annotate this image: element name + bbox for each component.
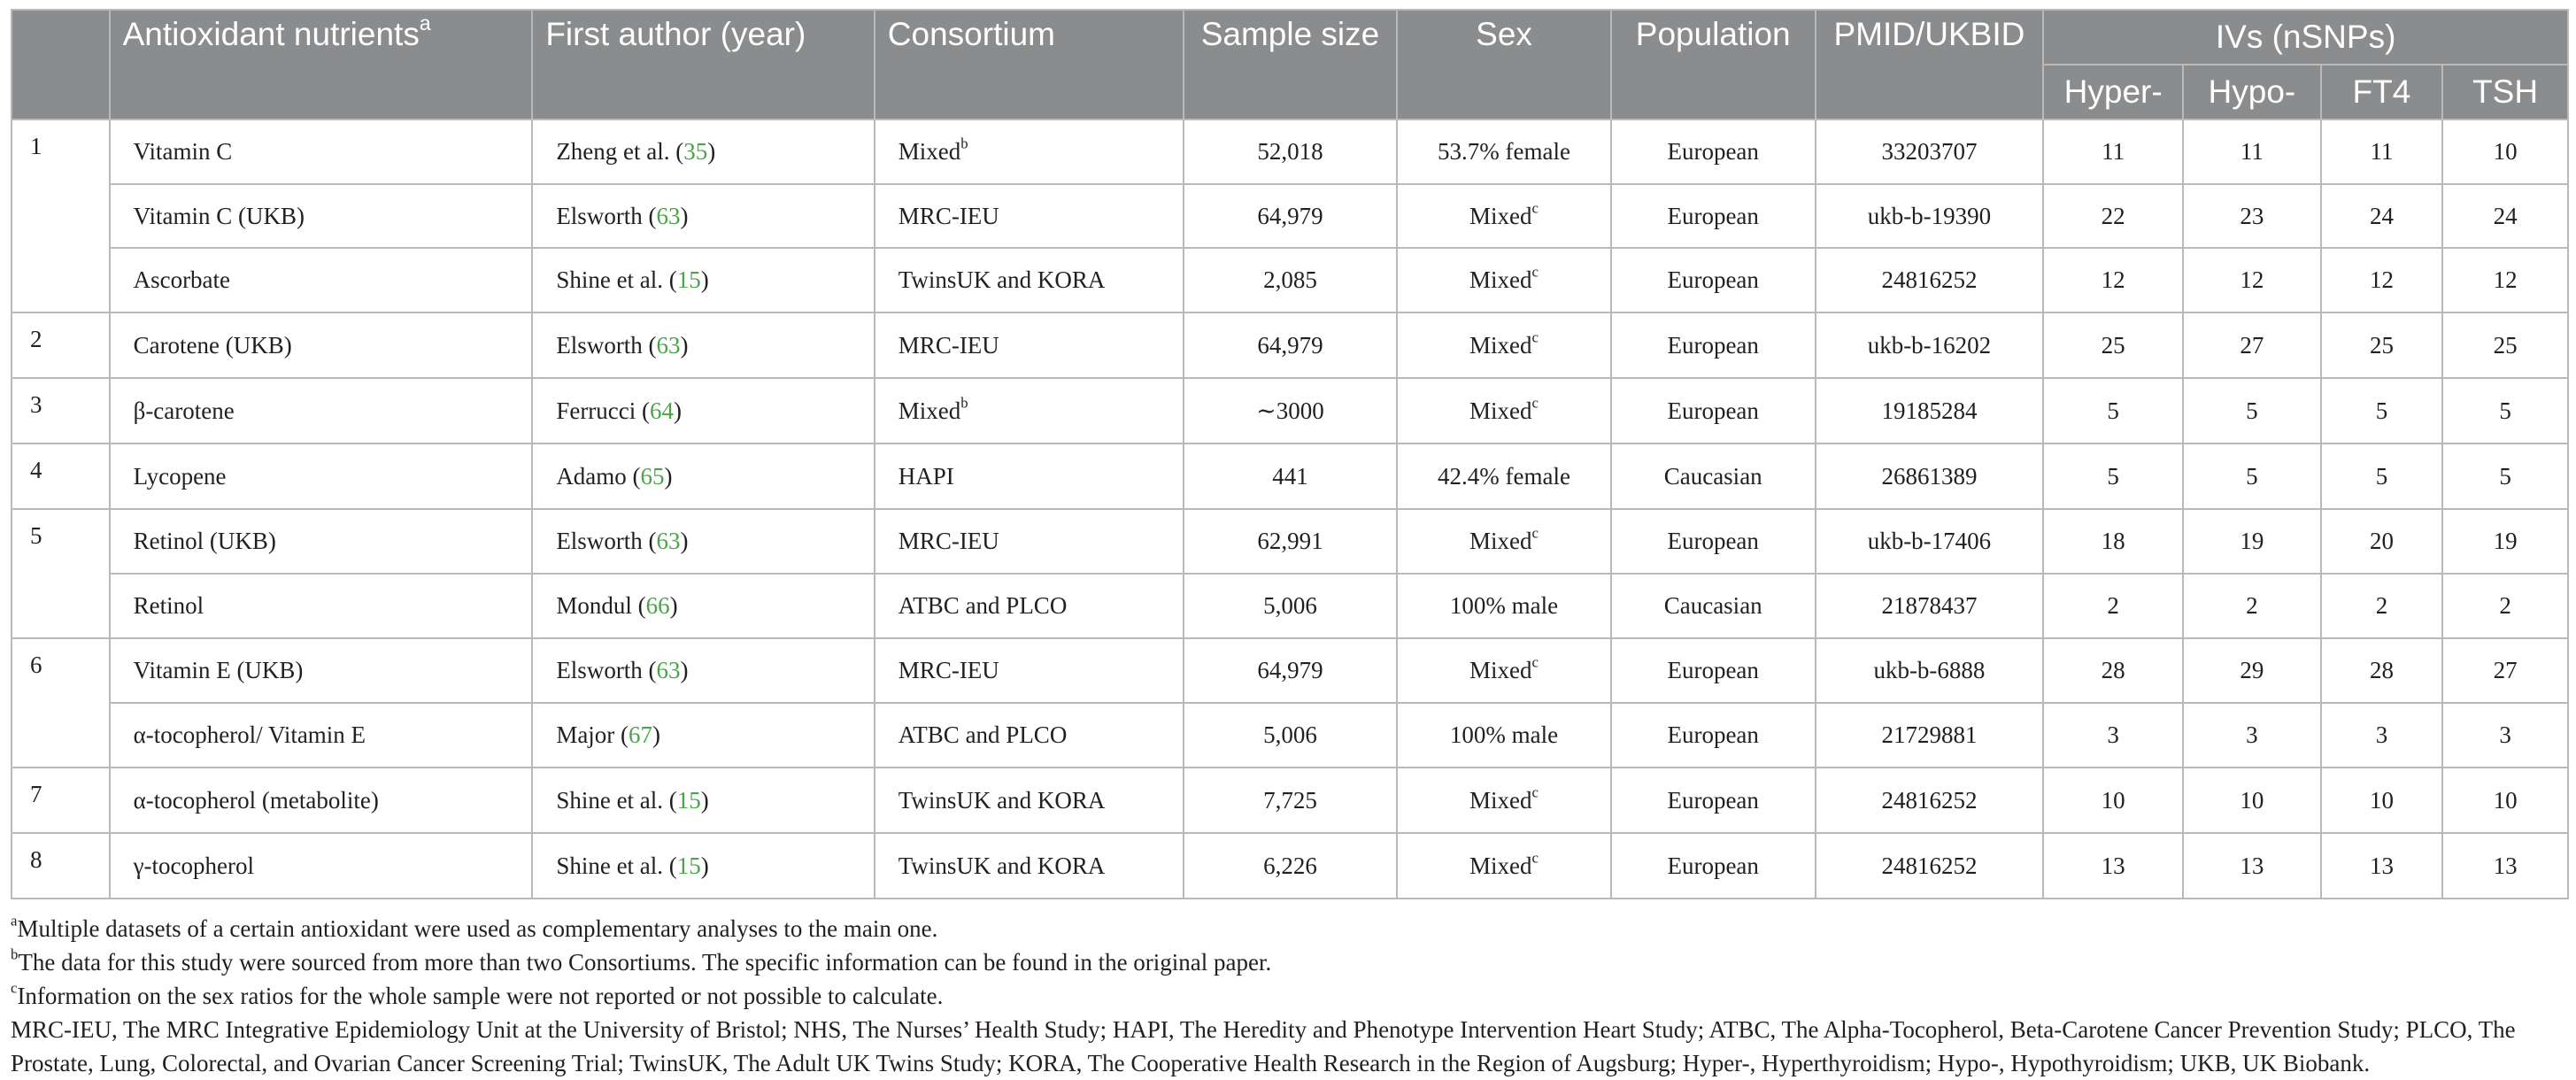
hyper-cell: 5 xyxy=(2043,444,2183,509)
pmid-cell: 33203707 xyxy=(1816,120,2044,184)
author-cell: Elsworth (63) xyxy=(532,509,874,574)
consortium-cell: MRC-IEU xyxy=(875,184,1184,248)
table-row xyxy=(12,574,2568,638)
antioxidant-table xyxy=(11,9,2569,899)
tsh-cell: 10 xyxy=(2442,768,2568,833)
table-row xyxy=(12,312,2568,378)
group-number-cell: 3 xyxy=(12,378,110,444)
header-hyper: Hyper- xyxy=(2043,65,2183,120)
hyper-cell: 2 xyxy=(2043,574,2183,638)
ft4-cell: 20 xyxy=(2321,509,2442,574)
header-ft4: FT4 xyxy=(2321,65,2442,120)
reference-link[interactable]: 63 xyxy=(656,528,681,554)
hyper-cell: 10 xyxy=(2043,768,2183,833)
tsh-cell: 3 xyxy=(2442,703,2568,768)
footnote-c: $^c$Information on the sex ratios for the whole sample were not reported or not possible to calculate. xyxy=(11,979,944,1009)
sex-cell: Mixed$^c$ xyxy=(1397,768,1611,833)
consortium-cell: TwinsUK and KORA xyxy=(875,833,1184,899)
group-number-cell: 8 xyxy=(12,833,110,899)
tsh-cell: 10 xyxy=(2442,120,2568,184)
group-number-cell: 4 xyxy=(12,444,110,509)
sex-cell: Mixed$^c$ xyxy=(1397,638,1611,703)
ft4-cell: 13 xyxy=(2321,833,2442,899)
ft4-cell: 28 xyxy=(2321,638,2442,703)
pmid-cell: 21878437 xyxy=(1816,574,2044,638)
population-cell: European xyxy=(1611,312,1816,378)
sex-cell: Mixed$^c$ xyxy=(1397,833,1611,899)
population-cell: European xyxy=(1611,248,1816,312)
group-number-cell: 7 xyxy=(12,768,110,833)
pmid-cell: ukb-b-16202 xyxy=(1816,312,2044,378)
hypo-cell: 5 xyxy=(2183,444,2321,509)
sex-cell: Mixed$^c$ xyxy=(1397,509,1611,574)
ft4-cell: 5 xyxy=(2321,378,2442,444)
footnote-a: $^a$Multiple datasets of a certain antioxidant were used as complementary analyses to the main one. xyxy=(11,912,938,942)
header-sample-size: Sample size xyxy=(1184,10,1398,120)
header-tsh: TSH xyxy=(2442,65,2568,120)
consortium-cell: ATBC and PLCO xyxy=(875,703,1184,768)
nutrient-cell: Ascorbate xyxy=(110,248,533,312)
group-number-cell xyxy=(12,248,110,312)
hypo-cell: 3 xyxy=(2183,703,2321,768)
sex-cell: 42.4% female xyxy=(1397,444,1611,509)
table-row xyxy=(12,703,2568,768)
hyper-cell: 12 xyxy=(2043,248,2183,312)
hypo-cell: 10 xyxy=(2183,768,2321,833)
nutrient-cell: Lycopene xyxy=(110,444,533,509)
hyper-cell: 5 xyxy=(2043,378,2183,444)
pmid-cell: 24816252 xyxy=(1816,768,2044,833)
footnote-b: $^b$The data for this study were sourced from more than two Consortiums. The specific information can be found in the original paper. xyxy=(11,945,1272,976)
sex-cell: Mixed$^c$ xyxy=(1397,312,1611,378)
header-hypo: Hypo- xyxy=(2183,65,2321,120)
tsh-cell: 5 xyxy=(2442,378,2568,444)
consortium-cell: ATBC and PLCO xyxy=(875,574,1184,638)
hypo-cell: 12 xyxy=(2183,248,2321,312)
sex-cell: 53.7% female xyxy=(1397,120,1611,184)
consortium-cell: HAPI xyxy=(875,444,1184,509)
ft4-cell: 11 xyxy=(2321,120,2442,184)
population-cell: Caucasian xyxy=(1611,444,1816,509)
hypo-cell: 29 xyxy=(2183,638,2321,703)
hypo-cell: 23 xyxy=(2183,184,2321,248)
nutrient-cell: γ-tocopherol xyxy=(110,833,533,899)
consortium-cell: Mixed$^b$ xyxy=(875,378,1184,444)
author-cell: Adamo (65) xyxy=(532,444,874,509)
table-row xyxy=(12,768,2568,833)
ft4-cell: 12 xyxy=(2321,248,2442,312)
consortium-cell: MRC-IEU xyxy=(875,509,1184,574)
sample-size-cell: 64,979 xyxy=(1184,638,1398,703)
group-number-cell: 2 xyxy=(12,312,110,378)
sample-size-cell: 64,979 xyxy=(1184,184,1398,248)
reference-link[interactable]: 66 xyxy=(645,592,670,619)
sex-cell: 100% male xyxy=(1397,574,1611,638)
tsh-cell: 12 xyxy=(2442,248,2568,312)
header-index xyxy=(12,10,110,120)
table-row xyxy=(12,378,2568,444)
sample-size-cell: 5,006 xyxy=(1184,703,1398,768)
nutrient-cell: β-carotene xyxy=(110,378,533,444)
author-cell: Ferrucci (64) xyxy=(532,378,874,444)
reference-link[interactable]: 63 xyxy=(656,657,681,683)
pmid-cell: ukb-b-19390 xyxy=(1816,184,2044,248)
pmid-cell: 24816252 xyxy=(1816,833,2044,899)
header-ivs: IVs (nSNPs) xyxy=(2043,10,2568,65)
nutrient-cell: Vitamin E (UKB) xyxy=(110,638,533,703)
consortium-cell: TwinsUK and KORA xyxy=(875,248,1184,312)
group-number-cell xyxy=(12,574,110,638)
group-number-cell: 6 xyxy=(12,638,110,703)
ft4-cell: 5 xyxy=(2321,444,2442,509)
ft4-cell: 2 xyxy=(2321,574,2442,638)
header-nutrient: Antioxidant nutrients$^a$ xyxy=(110,10,533,120)
reference-link[interactable]: 65 xyxy=(640,462,665,490)
hypo-cell: 27 xyxy=(2183,312,2321,378)
population-cell: European xyxy=(1611,120,1816,184)
reference-link[interactable]: 63 xyxy=(656,202,681,229)
reference-link[interactable]: 15 xyxy=(676,786,701,814)
sample-size-cell: 52,018 xyxy=(1184,120,1398,184)
reference-link[interactable]: 67 xyxy=(629,721,653,748)
consortium-cell: MRC-IEU xyxy=(875,638,1184,703)
author-cell: Major (67) xyxy=(532,703,874,768)
reference-link[interactable]: 64 xyxy=(650,397,675,424)
table-row xyxy=(12,248,2568,312)
tsh-cell: 24 xyxy=(2442,184,2568,248)
header-pmid: PMID/UKBID xyxy=(1816,10,2044,120)
header-row xyxy=(12,10,2568,65)
population-cell: European xyxy=(1611,184,1816,248)
population-cell: European xyxy=(1611,768,1816,833)
consortium-cell: Mixed$^b$ xyxy=(875,120,1184,184)
author-cell: Shine et al. (15) xyxy=(532,768,874,833)
pmid-cell: 19185284 xyxy=(1816,378,2044,444)
footnotes xyxy=(11,912,2569,1080)
population-cell: European xyxy=(1611,509,1816,574)
table-row xyxy=(12,638,2568,703)
ft4-cell: 3 xyxy=(2321,703,2442,768)
nutrient-cell: Retinol xyxy=(110,574,533,638)
hyper-cell: 25 xyxy=(2043,312,2183,378)
ft4-cell: 25 xyxy=(2321,312,2442,378)
tsh-cell: 13 xyxy=(2442,833,2568,899)
nutrient-cell: α-tocopherol (metabolite) xyxy=(110,768,533,833)
nutrient-cell: α-tocopherol/ Vitamin E xyxy=(110,703,533,768)
pmid-cell: 24816252 xyxy=(1816,248,2044,312)
population-cell: European xyxy=(1611,833,1816,899)
sex-cell: Mixed$^c$ xyxy=(1397,248,1611,312)
ft4-cell: 10 xyxy=(2321,768,2442,833)
sample-size-cell: 441 xyxy=(1184,444,1398,509)
author-cell: Elsworth (63) xyxy=(532,312,874,378)
hyper-cell: 18 xyxy=(2043,509,2183,574)
pmid-cell: 21729881 xyxy=(1816,703,2044,768)
table-row xyxy=(12,509,2568,574)
author-cell: Mondul (66) xyxy=(532,574,874,638)
reference-link[interactable]: 15 xyxy=(676,266,701,293)
sample-size-cell: 62,991 xyxy=(1184,509,1398,574)
population-cell: European xyxy=(1611,638,1816,703)
nutrient-cell: Carotene (UKB) xyxy=(110,312,533,378)
sample-size-cell: 7,725 xyxy=(1184,768,1398,833)
sex-cell: Mixed$^c$ xyxy=(1397,378,1611,444)
group-number-cell xyxy=(12,184,110,248)
hyper-cell: 11 xyxy=(2043,120,2183,184)
table-row xyxy=(12,833,2568,899)
tsh-cell: 2 xyxy=(2442,574,2568,638)
header-author: First author (year) xyxy=(532,10,874,120)
table-row xyxy=(12,444,2568,509)
hyper-cell: 3 xyxy=(2043,703,2183,768)
hypo-cell: 11 xyxy=(2183,120,2321,184)
pmid-cell: ukb-b-17406 xyxy=(1816,509,2044,574)
hypo-cell: 19 xyxy=(2183,509,2321,574)
hyper-cell: 13 xyxy=(2043,833,2183,899)
population-cell: Caucasian xyxy=(1611,574,1816,638)
nutrient-cell: Vitamin C xyxy=(110,120,533,184)
pmid-cell: 26861389 xyxy=(1816,444,2044,509)
sample-size-cell: 6,226 xyxy=(1184,833,1398,899)
hypo-cell: 2 xyxy=(2183,574,2321,638)
population-cell: European xyxy=(1611,378,1816,444)
group-number-cell: 1 xyxy=(12,120,110,184)
sample-size-cell: 5,006 xyxy=(1184,574,1398,638)
table-row xyxy=(12,120,2568,184)
author-cell: Shine et al. (15) xyxy=(532,833,874,899)
table-body xyxy=(12,120,2568,899)
header-consortium: Consortium xyxy=(875,10,1184,120)
nutrient-cell: Vitamin C (UKB) xyxy=(110,184,533,248)
consortium-cell: MRC-IEU xyxy=(875,312,1184,378)
tsh-cell: 27 xyxy=(2442,638,2568,703)
nutrient-cell: Retinol (UKB) xyxy=(110,509,533,574)
hyper-cell: 28 xyxy=(2043,638,2183,703)
header-population: Population xyxy=(1611,10,1816,120)
table-row xyxy=(12,184,2568,248)
group-number-cell xyxy=(12,703,110,768)
author-cell: Elsworth (63) xyxy=(532,638,874,703)
sample-size-cell: ∼3000 xyxy=(1184,378,1398,444)
sex-cell: Mixed$^c$ xyxy=(1397,184,1611,248)
hypo-cell: 5 xyxy=(2183,378,2321,444)
tsh-cell: 5 xyxy=(2442,444,2568,509)
header-sex: Sex xyxy=(1397,10,1611,120)
reference-link[interactable]: 15 xyxy=(676,852,701,879)
author-cell: Zheng et al. (35) xyxy=(532,120,874,184)
tsh-cell: 19 xyxy=(2442,509,2568,574)
author-cell: Shine et al. (15) xyxy=(532,248,874,312)
sample-size-cell: 64,979 xyxy=(1184,312,1398,378)
sex-cell: 100% male xyxy=(1397,703,1611,768)
pmid-cell: ukb-b-6888 xyxy=(1816,638,2044,703)
hyper-cell: 22 xyxy=(2043,184,2183,248)
abbreviations-note: MRC-IEU, The MRC Integrative Epidemiology Unit at the University of Bristol; NHS, The Nurses’ Health Study; HAPI, The Heredity and Phenotype Intervention Heart Study; ATBC, The Alpha-Tocopherol, Beta-Carotene Cancer Prevention Study; PLCO, The Prostate, Lung, Colorectal, and Ovarian Cancer Screening Trial; TwinsUK, The Adult UK Twins Study; KORA, The Cooperative Health Research in the Region of Augsburg; Hyper-, Hyperthyroidism; Hypo-, Hypothyroidism; UKB, UK Biobank. xyxy=(11,1016,2516,1076)
ft4-cell: 24 xyxy=(2321,184,2442,248)
group-number-cell: 5 xyxy=(12,509,110,574)
consortium-cell: TwinsUK and KORA xyxy=(875,768,1184,833)
reference-link[interactable]: 35 xyxy=(683,138,708,165)
population-cell: European xyxy=(1611,703,1816,768)
tsh-cell: 25 xyxy=(2442,312,2568,378)
author-cell: Elsworth (63) xyxy=(532,184,874,248)
sample-size-cell: 2,085 xyxy=(1184,248,1398,312)
reference-link[interactable]: 63 xyxy=(656,331,681,359)
hypo-cell: 13 xyxy=(2183,833,2321,899)
